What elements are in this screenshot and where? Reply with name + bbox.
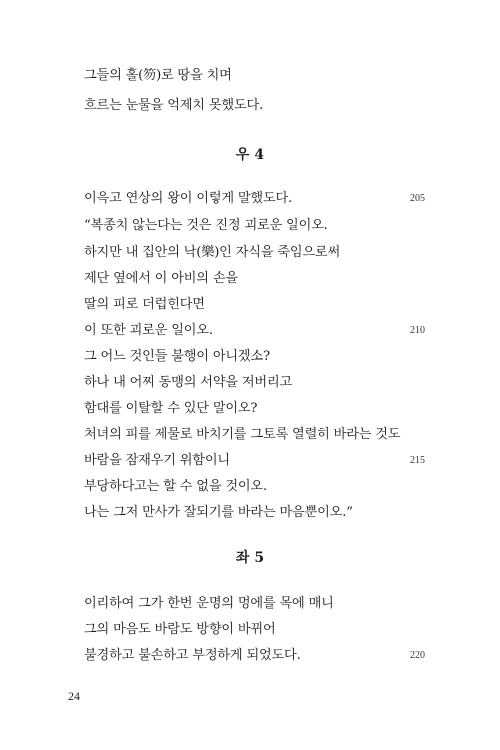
verse-line: 이윽고 연상의 왕이 이렇게 말했도다. — [84, 191, 293, 206]
verse-line: 불경하고 불손하고 부정하게 되었도다. — [84, 648, 301, 663]
verse-line: “복종치 않는다는 것은 진정 괴로운 일이오. — [84, 218, 328, 233]
verse-line: 이 또한 괴로운 일이오. — [84, 323, 213, 338]
verse-line: 흐르는 눈물을 억제치 못했도다. — [84, 98, 263, 113]
verse-line: 부당하다고는 할 수 없을 것이오. — [84, 479, 267, 494]
line-number: 220 — [410, 650, 425, 661]
verse-line: 하나 내 어찌 동맹의 서약을 저버리고 — [84, 375, 293, 390]
verse-line: 함대를 이탈할 수 있단 말이오? — [84, 401, 258, 416]
line-number: 215 — [410, 455, 425, 466]
section-heading: 좌 5 — [235, 550, 265, 566]
verse-line: 그의 마음도 바람도 방향이 바뀌어 — [84, 622, 276, 637]
verse-line: 이리하여 그가 한번 운명의 멍에를 목에 매니 — [84, 596, 334, 611]
verse-line: 하지만 내 집안의 낙(樂)인 자식을 죽임으로써 — [84, 245, 341, 260]
verse-line: 제단 옆에서 이 아비의 손을 — [84, 271, 238, 286]
section-heading: 우 4 — [235, 147, 265, 163]
verse-line: 나는 그저 만사가 잘되기를 바라는 마음뿐이오.” — [84, 505, 353, 520]
line-number: 210 — [410, 325, 425, 336]
verse-line: 딸의 피로 더럽힌다면 — [84, 297, 205, 312]
verse-line: 그들의 홀(笏)로 땅을 치며 — [84, 68, 232, 83]
verse-line: 그 어느 것인들 불행이 아니겠소? — [84, 349, 270, 364]
verse-line: 바람을 잠재우기 위함이니 — [84, 453, 230, 468]
line-number: 205 — [410, 193, 425, 204]
page-number: 24 — [68, 689, 80, 703]
verse-line: 처녀의 피를 제물로 바치기를 그토록 열렬히 바라는 것도 — [84, 427, 401, 442]
